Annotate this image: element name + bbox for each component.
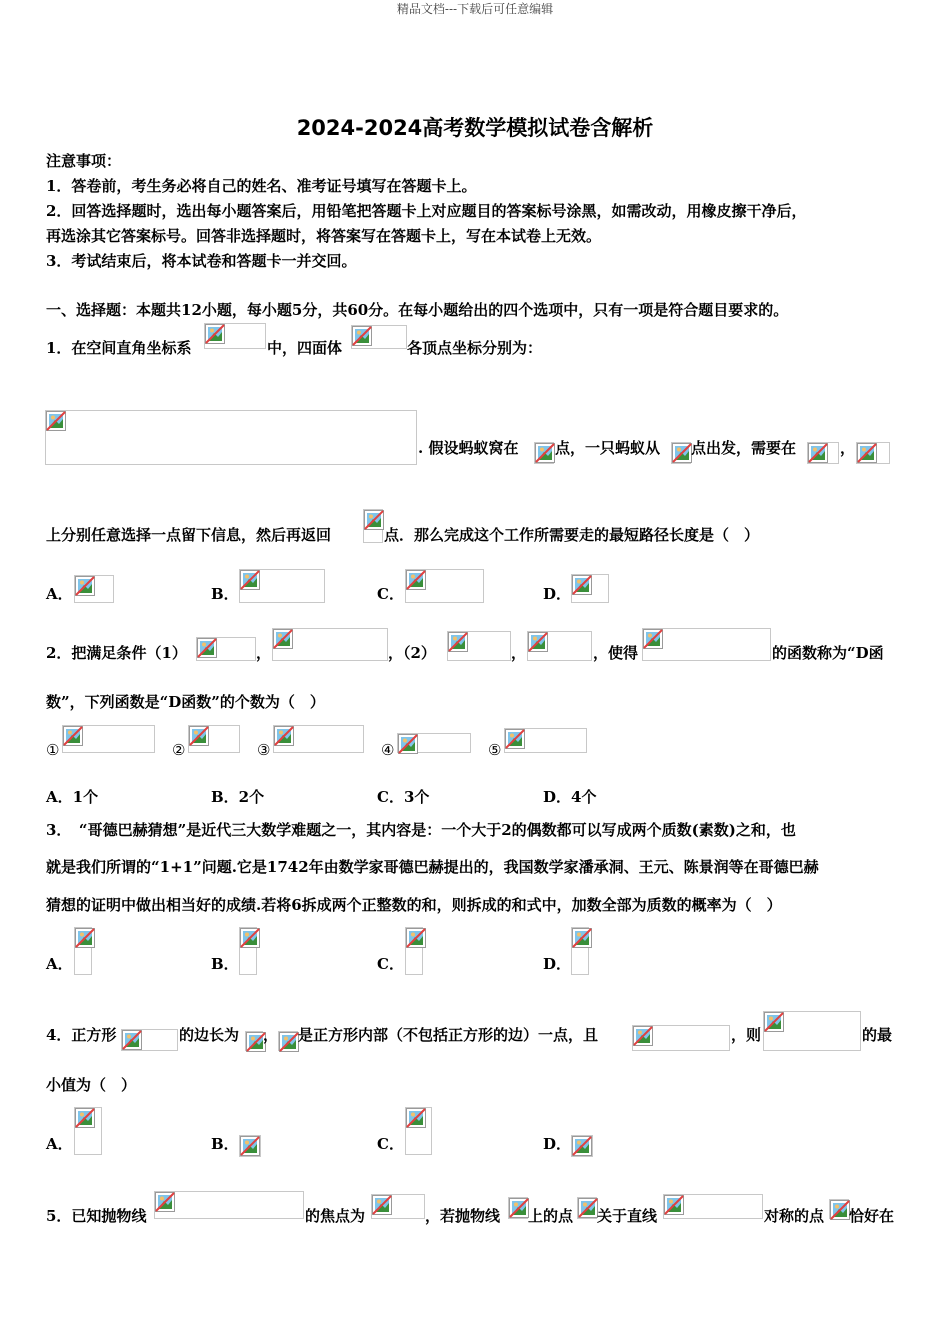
q1-text-i: 点．那么完成这个工作所需要走的最短路径长度是（ ） (384, 526, 760, 544)
option-a-image (74, 1107, 102, 1155)
q1-text-a: 1．在空间直角坐标系 (46, 339, 192, 357)
q2-item-5: ⑤ (488, 741, 502, 759)
q4-text-e: ，则 (731, 1026, 762, 1044)
q5-text-f: 对称的点 (764, 1207, 825, 1225)
formula-image (447, 631, 511, 661)
option-b-image (239, 569, 325, 603)
option-b-label: B． (211, 1135, 239, 1153)
option-d-image (571, 574, 609, 603)
q4-text-a: 4．正方形 (46, 1026, 117, 1044)
formula-image (204, 323, 266, 349)
broken-image-icon (155, 1192, 175, 1212)
q5-text-c: ，若抛物线 (425, 1207, 501, 1225)
broken-image-icon (572, 575, 592, 595)
option-c-image (405, 569, 484, 603)
q1-text-f: 点出发，需要在 (691, 439, 797, 457)
page-header: 精品文档---下载后可任意编辑 (396, 2, 554, 16)
formula-image (397, 733, 471, 753)
formula-image (62, 725, 155, 753)
formula-image (272, 628, 388, 661)
q2-option-a: A．1个 (46, 788, 99, 806)
q5-text-d: 上的点 (528, 1207, 574, 1225)
broken-image-icon (406, 1108, 426, 1128)
q2-text-b: ，（2） (388, 644, 436, 662)
q5-text-a: 5．已知抛物线 (46, 1207, 147, 1225)
option-c-label: C． (377, 585, 404, 603)
formula-image (273, 725, 364, 753)
option-c-label: C． (377, 955, 404, 973)
option-d-image (571, 1135, 593, 1157)
formula-image (642, 628, 771, 661)
q2-text-d: 的函数称为“D函 (772, 644, 884, 662)
broken-image-icon (672, 443, 692, 463)
broken-image-icon (572, 1136, 592, 1156)
broken-image-icon (509, 1198, 529, 1218)
formula-image (371, 1194, 425, 1219)
broken-image-icon (189, 726, 209, 746)
broken-image-icon (406, 928, 426, 948)
broken-image-icon (808, 443, 828, 463)
option-d-label: D． (543, 955, 572, 973)
broken-image-icon (830, 1200, 850, 1220)
notes-heading: 注意事项： (46, 152, 122, 170)
broken-image-icon (633, 1026, 653, 1046)
q2-item-1: ① (46, 741, 60, 759)
formula-image (245, 1031, 263, 1051)
formula-image (154, 1191, 304, 1219)
q4-text-g: 小值为（ ） (46, 1076, 137, 1094)
formula-image (534, 442, 554, 464)
q4-text-f: 的最 (862, 1026, 893, 1044)
formula-image (577, 1197, 597, 1219)
q1-text-c: 各顶点坐标分别为： (407, 339, 543, 357)
broken-image-icon (122, 1030, 142, 1050)
option-b-label: B． (211, 955, 239, 973)
q5-text-e: 关于直线 (597, 1207, 658, 1225)
option-c-image (405, 1107, 432, 1155)
q1-text-e: 点，一只蚂蚁从 (555, 439, 661, 457)
formula-image (196, 637, 256, 661)
broken-image-icon (75, 1108, 95, 1128)
broken-image-icon (279, 1032, 299, 1052)
q4-text-d: 是正方形内部（不包括正方形的边）一点，且 (298, 1026, 599, 1044)
q3-line-3: 猜想的证明中做出相当好的成绩.若将6拆成两个正整数的和，则拆成的和式中，加数全部为质数的概率为（ ） (46, 896, 782, 914)
option-a-label: A． (46, 955, 73, 973)
broken-image-icon (643, 629, 663, 649)
broken-image-icon (406, 570, 426, 590)
broken-image-icon (572, 928, 592, 948)
q2-text-c: ，使得 (593, 644, 639, 662)
option-d-label: D． (543, 585, 572, 603)
q5-text-b: 的焦点为 (305, 1207, 366, 1225)
broken-image-icon (63, 726, 83, 746)
note-2b: 再选涂其它答案标号。回答非选择题时，将答案写在答题卡上，写在本试卷上无效。 (46, 227, 602, 245)
option-c-image (405, 927, 423, 975)
note-2a: 2．回答选择题时，选出每小题答案后，用铅笔把答题卡上对应题目的答案标号涂黑，如需改动，用橡皮擦干净后， (46, 202, 807, 220)
q2-text-a: 2．把满足条件（1） (46, 644, 187, 662)
q4-text-c: ， (263, 1026, 279, 1044)
formula-image (363, 509, 383, 543)
q2-option-b: B．2个 (211, 788, 265, 806)
formula-image (121, 1029, 178, 1051)
q3-line-1: 3． “哥德巴赫猜想”是近代三大数学难题之一，其内容是：一个大于2的偶数都可以写成两个质数(素数)之和，也 (46, 821, 796, 839)
formula-image (188, 725, 240, 753)
q2-item-2: ② (172, 741, 186, 759)
broken-image-icon (398, 734, 418, 754)
formula-image (508, 1197, 528, 1219)
q1-text-d: . 假设蚂蚁窝在 (418, 439, 519, 457)
broken-image-icon (240, 1136, 260, 1156)
formula-image (856, 442, 890, 464)
q1-text-g: ， (840, 439, 856, 457)
broken-image-icon (448, 632, 468, 652)
option-a-image (74, 927, 92, 975)
formula-image (278, 1031, 298, 1051)
q2-comma: ， (256, 644, 272, 662)
broken-image-icon (197, 638, 217, 658)
q2-option-c: C．3个 (377, 788, 430, 806)
note-3: 3．考试结束后，将本试卷和答题卡一并交回。 (46, 252, 357, 270)
option-a-label: A． (46, 1135, 73, 1153)
formula-image (527, 631, 592, 661)
q2-option-d: D．4个 (543, 788, 597, 806)
formula-image (351, 325, 407, 349)
broken-image-icon (372, 1195, 392, 1215)
q2-item-4: ④ (381, 741, 395, 759)
broken-image-icon (578, 1198, 598, 1218)
q4-text-b: 的边长为 (179, 1026, 240, 1044)
broken-image-icon (240, 570, 260, 590)
q1-text-b: 中，四面体 (267, 339, 343, 357)
formula-image (829, 1199, 849, 1219)
option-a-image (74, 575, 114, 603)
broken-image-icon (857, 443, 877, 463)
formula-image (45, 410, 417, 465)
broken-image-icon (274, 726, 294, 746)
broken-image-icon (240, 928, 260, 948)
option-d-image (571, 927, 589, 975)
formula-image (663, 1194, 763, 1219)
q5-text-g: 恰好在 (849, 1207, 895, 1225)
option-b-image (239, 1135, 261, 1157)
broken-image-icon (664, 1195, 684, 1215)
broken-image-icon (764, 1012, 784, 1032)
formula-image (504, 728, 587, 753)
broken-image-icon (75, 576, 95, 596)
broken-image-icon (75, 928, 95, 948)
broken-image-icon (505, 729, 525, 749)
q2-text-e: 数”，下列函数是“D函数”的个数为（ ） (46, 693, 325, 711)
formula-image (632, 1025, 730, 1051)
q1-text-h: 上分别任意选择一点留下信息，然后再返回 (46, 526, 332, 544)
q3-line-2: 就是我们所谓的“1+1”问题.它是1742年由数学家哥德巴赫提出的，我国数学家潘承洞、王元、陈景润等在哥德巴赫 (46, 858, 819, 876)
broken-image-icon (528, 632, 548, 652)
option-b-label: B． (211, 585, 239, 603)
broken-image-icon (46, 411, 66, 431)
option-c-label: C． (377, 1135, 404, 1153)
broken-image-icon (273, 629, 293, 649)
note-1: 1．答卷前，考生务必将自己的姓名、准考证号填写在答题卡上。 (46, 177, 477, 195)
broken-image-icon (352, 326, 372, 346)
page-title: 2024-2024高考数学模拟试卷含解析 (296, 116, 654, 140)
option-b-image (239, 927, 257, 975)
option-a-label: A． (46, 585, 73, 603)
q2-item-3: ③ (257, 741, 271, 759)
q2-comma: ， (511, 644, 527, 662)
formula-image (763, 1011, 861, 1051)
broken-image-icon (535, 443, 555, 463)
formula-image (807, 442, 839, 464)
formula-image (671, 442, 691, 464)
broken-image-icon (205, 324, 225, 344)
broken-image-icon (364, 510, 384, 530)
option-d-label: D． (543, 1135, 572, 1153)
section-heading: 一、选择题：本题共12小题，每小题5分，共60分。在每小题给出的四个选项中，只有一项是符合题目要求的。 (46, 301, 789, 319)
